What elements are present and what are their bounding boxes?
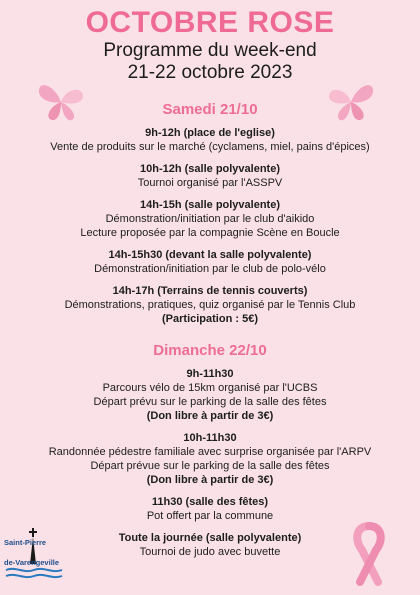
page-dates: 21-22 octobre 2023 [127, 62, 293, 83]
day-heading-sunday: Dimanche 22/10 [153, 342, 267, 359]
event-time: Toute la journée (salle polyvalente) [118, 532, 302, 544]
event-time: 9h-11h30 [186, 368, 234, 380]
pink-ribbon-icon [344, 522, 394, 586]
event-item [0, 126, 420, 154]
event-description: Vente de produits sur le marché (cyclamens, miel, pains d'épices) [50, 141, 370, 153]
church-icon [4, 524, 64, 588]
event-description: Départ prévu sur le parking de la salle des fêtes [93, 396, 327, 408]
event-time: 14h-15h (salle polyvalente) [140, 199, 280, 211]
event-description: Démonstrations, pratiques, quiz organisé par le Tennis Club [64, 299, 356, 311]
event-description: Randonnée pédestre familiale avec surprise organisée par l'ARPV [48, 446, 372, 458]
event-item [0, 495, 420, 523]
program-content [0, 100, 420, 567]
event-item [0, 284, 420, 326]
header [0, 6, 420, 84]
event-item [0, 367, 420, 423]
event-description: Démonstration/initiation par le club d'aikido [105, 213, 315, 225]
day-heading-saturday: Samedi 21/10 [162, 101, 258, 118]
logo-text-line1: Saint-Pierre [4, 538, 47, 547]
event-time: 9h-12h (place de l'eglise) [145, 127, 275, 139]
event-description: Démonstration/initiation par le club de polo-vélo [94, 263, 326, 275]
event-description: Tournoi de judo avec buvette [139, 546, 281, 558]
event-description: Départ prévue sur le parking de la salle des fêtes [90, 460, 330, 472]
event-time: 11h30 (salle des fêtes) [151, 496, 269, 508]
event-time: 14h-15h30 (devant la salle polyvalente) [108, 249, 312, 261]
event-time: 10h-12h (salle polyvalente) [140, 163, 280, 175]
event-description: Tournoi organisé par l'ASSPV [137, 177, 283, 189]
event-description: Pot offert par la commune [146, 510, 274, 522]
event-time: 10h-11h30 [183, 432, 237, 444]
event-item [0, 248, 420, 276]
event-note: (Don libre à partir de 3€) [146, 474, 274, 486]
page-title: OCTOBRE ROSE [85, 6, 335, 39]
page-subtitle: Programme du week-end [103, 40, 317, 61]
town-logo [4, 524, 64, 588]
logo-text-line2: de-Varengeville [4, 558, 60, 567]
event-note: (Participation : 5€) [162, 313, 258, 325]
event-time: 14h-17h (Terrains de tennis couverts) [112, 285, 308, 297]
event-description: Parcours vélo de 15km organisé par l'UCBS [102, 382, 318, 394]
event-item [0, 162, 420, 190]
event-item [0, 431, 420, 487]
event-item [0, 198, 420, 240]
event-note: (Don libre à partir de 3€) [146, 410, 274, 422]
event-description: Lecture proposée par la compagnie Scène en Boucle [80, 227, 340, 239]
